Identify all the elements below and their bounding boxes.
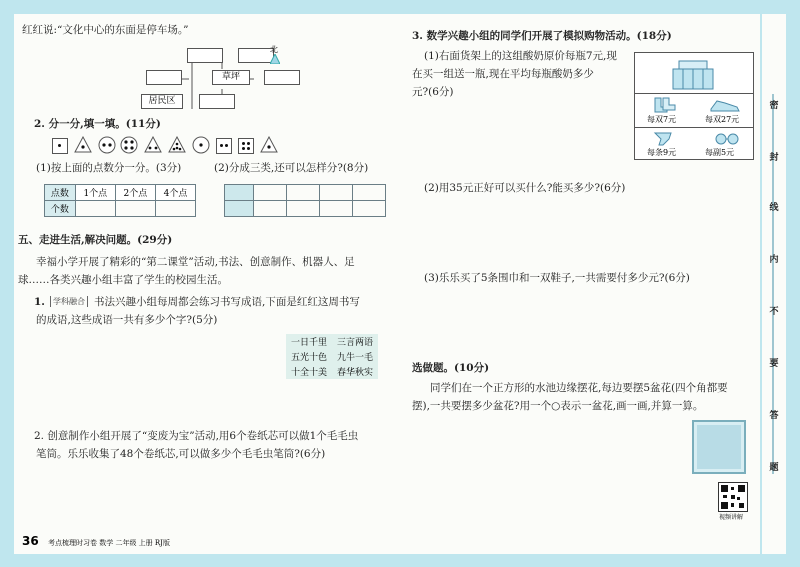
q2-sub1: (1)按上面的点数分一分。(3分): [36, 162, 182, 174]
table-cell[interactable]: [353, 201, 386, 217]
q3-1-line-2: 在买一组送一瓶,现在平均每瓶酸奶多少: [412, 68, 594, 80]
q2-sub2: (2)分成三类,还可以怎样分?(8分): [214, 162, 369, 174]
idiom-box: [286, 334, 378, 379]
map-box-left: [146, 70, 182, 85]
q1-subject-tag: 学科融合: [50, 296, 88, 307]
dot-circle-3: [192, 136, 210, 154]
map-box-bottom-right: [199, 94, 235, 109]
dot-card-1: [52, 138, 68, 154]
goods-shelf: [634, 52, 754, 160]
table-cell[interactable]: [75, 201, 115, 217]
table-cell[interactable]: [320, 201, 353, 217]
table-cell[interactable]: [320, 185, 353, 201]
table-header-3: 4个点: [155, 185, 195, 201]
shoes-icon: [709, 97, 741, 113]
table-header-0: 点数: [45, 185, 76, 201]
north-label: 北: [270, 45, 278, 54]
q2b-line-2: 笔筒。乐乐收集了48个卷纸芯,可以做多少个毛毛虫笔筒?(6分): [36, 448, 326, 460]
seal-strip: [762, 14, 786, 554]
seal-char: 密: [769, 101, 779, 111]
q2b-line-1: 2. 创意制作小组开展了“变废为宝”活动,用6个卷纸芯可以做1个毛毛虫: [34, 430, 359, 442]
dot-triangle-2: [144, 136, 162, 153]
pool-square: [692, 420, 746, 474]
q3-3-text: (3)乐乐买了5条围巾和一双鞋子,一共需要付多少元?(6分): [424, 272, 690, 284]
qr-code-pattern: [719, 483, 747, 511]
q1-line-1: 书法兴趣小组每周都会练习书写成语,下面是红红这周书写: [94, 296, 360, 308]
seal-char: 题: [769, 463, 779, 473]
seal-char: 不: [769, 307, 779, 317]
seal-char: 封: [769, 153, 779, 163]
footer-text: 考点梳理时习卷 数学 二年级 上册 RJ版: [48, 539, 170, 547]
table-cell[interactable]: [225, 201, 254, 217]
idiom: 十全十美: [291, 368, 328, 378]
q3-2-text: (2)用35元正好可以买什么?能买多少?(6分): [424, 182, 626, 194]
dot-triangle-3: [168, 136, 186, 153]
section5-title: 五、走进生活,解决问题。(29分): [18, 234, 173, 246]
dot-card-2: [216, 138, 232, 154]
table-row-label: 个数: [45, 201, 76, 217]
map-box-bottom-left: 居民区: [141, 94, 183, 109]
shelf-label-shoes: 每双27元: [705, 115, 740, 124]
glasses-icon: [713, 133, 741, 145]
q3-1-line-3: 元?(6分): [412, 86, 454, 98]
intro-line-2: 球……各类兴趣小组丰富了学生的校园生活。: [18, 274, 228, 286]
socks-icon: [649, 97, 677, 113]
idiom: 九牛一毛: [337, 353, 374, 363]
q1-line-2: 的成语,这些成语一共有多少个字?(5分): [36, 314, 218, 326]
seal-char: 线: [769, 203, 779, 213]
seal-char: 要: [769, 359, 779, 369]
shelf-label-glasses: 每副5元: [705, 148, 735, 157]
seal-char: 内: [769, 255, 779, 265]
yogurt-pack-icon: [671, 59, 715, 91]
table-cell[interactable]: [254, 185, 287, 201]
classify-table: [224, 184, 386, 217]
table-cell[interactable]: [115, 201, 155, 217]
intro-line-1: 幸福小学开展了精彩的“第二课堂”活动,书法、创意制作、机器人、足: [36, 256, 355, 268]
optional-line-1: 同学们在一个正方形的水池边缘摆花,每边要摆5盆花(四个角都要: [430, 382, 728, 394]
table-cell[interactable]: [353, 185, 386, 201]
q1-number: 1.: [34, 296, 45, 308]
shelf-label-socks: 每双7元: [647, 115, 677, 124]
idiom: 五光十色: [291, 353, 328, 363]
page-number: 36: [22, 534, 39, 548]
idiom: 三言两语: [337, 338, 374, 348]
map-box-right: [264, 70, 300, 85]
dot-triangle-4: [260, 136, 278, 153]
qr-code-icon[interactable]: [718, 482, 748, 512]
optional-line-2: 摆),一共要摆多少盆花?用一个○表示一盆花,画一画,并算一算。: [412, 400, 704, 412]
map-box-top-right: [238, 48, 274, 63]
qr-label: 视频讲解: [719, 514, 744, 521]
q3-1-line-1: (1)右面货架上的这组酸奶原价每瓶7元,现: [424, 50, 617, 62]
q3-title: 3. 数学兴趣小组的同学们开展了模拟购物活动。(18分): [412, 30, 672, 42]
hong-says-text: 红红说:“文化中心的东面是停车场。”: [22, 24, 189, 36]
table-cell[interactable]: [287, 185, 320, 201]
scarf-icon: [651, 131, 675, 147]
dot-card-3: [238, 138, 254, 154]
table-cell[interactable]: [254, 201, 287, 217]
idiom: 一日千里: [291, 338, 328, 348]
dot-count-table: [44, 184, 196, 217]
map-box-center: 草坪: [212, 70, 250, 85]
idiom: 春华秋实: [337, 368, 374, 378]
dot-triangle-1: [74, 136, 92, 153]
optional-title: 选做题。(10分): [412, 362, 490, 374]
worksheet-page: [14, 14, 760, 554]
seal-char: 答: [769, 411, 779, 421]
table-cell[interactable]: [155, 201, 195, 217]
dot-circle-1: [98, 136, 116, 154]
table-cell[interactable]: [287, 201, 320, 217]
table-header-1: 1个点: [75, 185, 115, 201]
shelf-label-scarf: 每条9元: [647, 148, 677, 157]
q2-title: 2. 分一分,填一填。(11分): [34, 118, 161, 130]
dot-circle-2: [120, 136, 138, 154]
north-arrow-icon: [270, 54, 280, 64]
table-cell[interactable]: [225, 185, 254, 201]
map-box-top-left: [187, 48, 223, 63]
table-header-2: 2个点: [115, 185, 155, 201]
